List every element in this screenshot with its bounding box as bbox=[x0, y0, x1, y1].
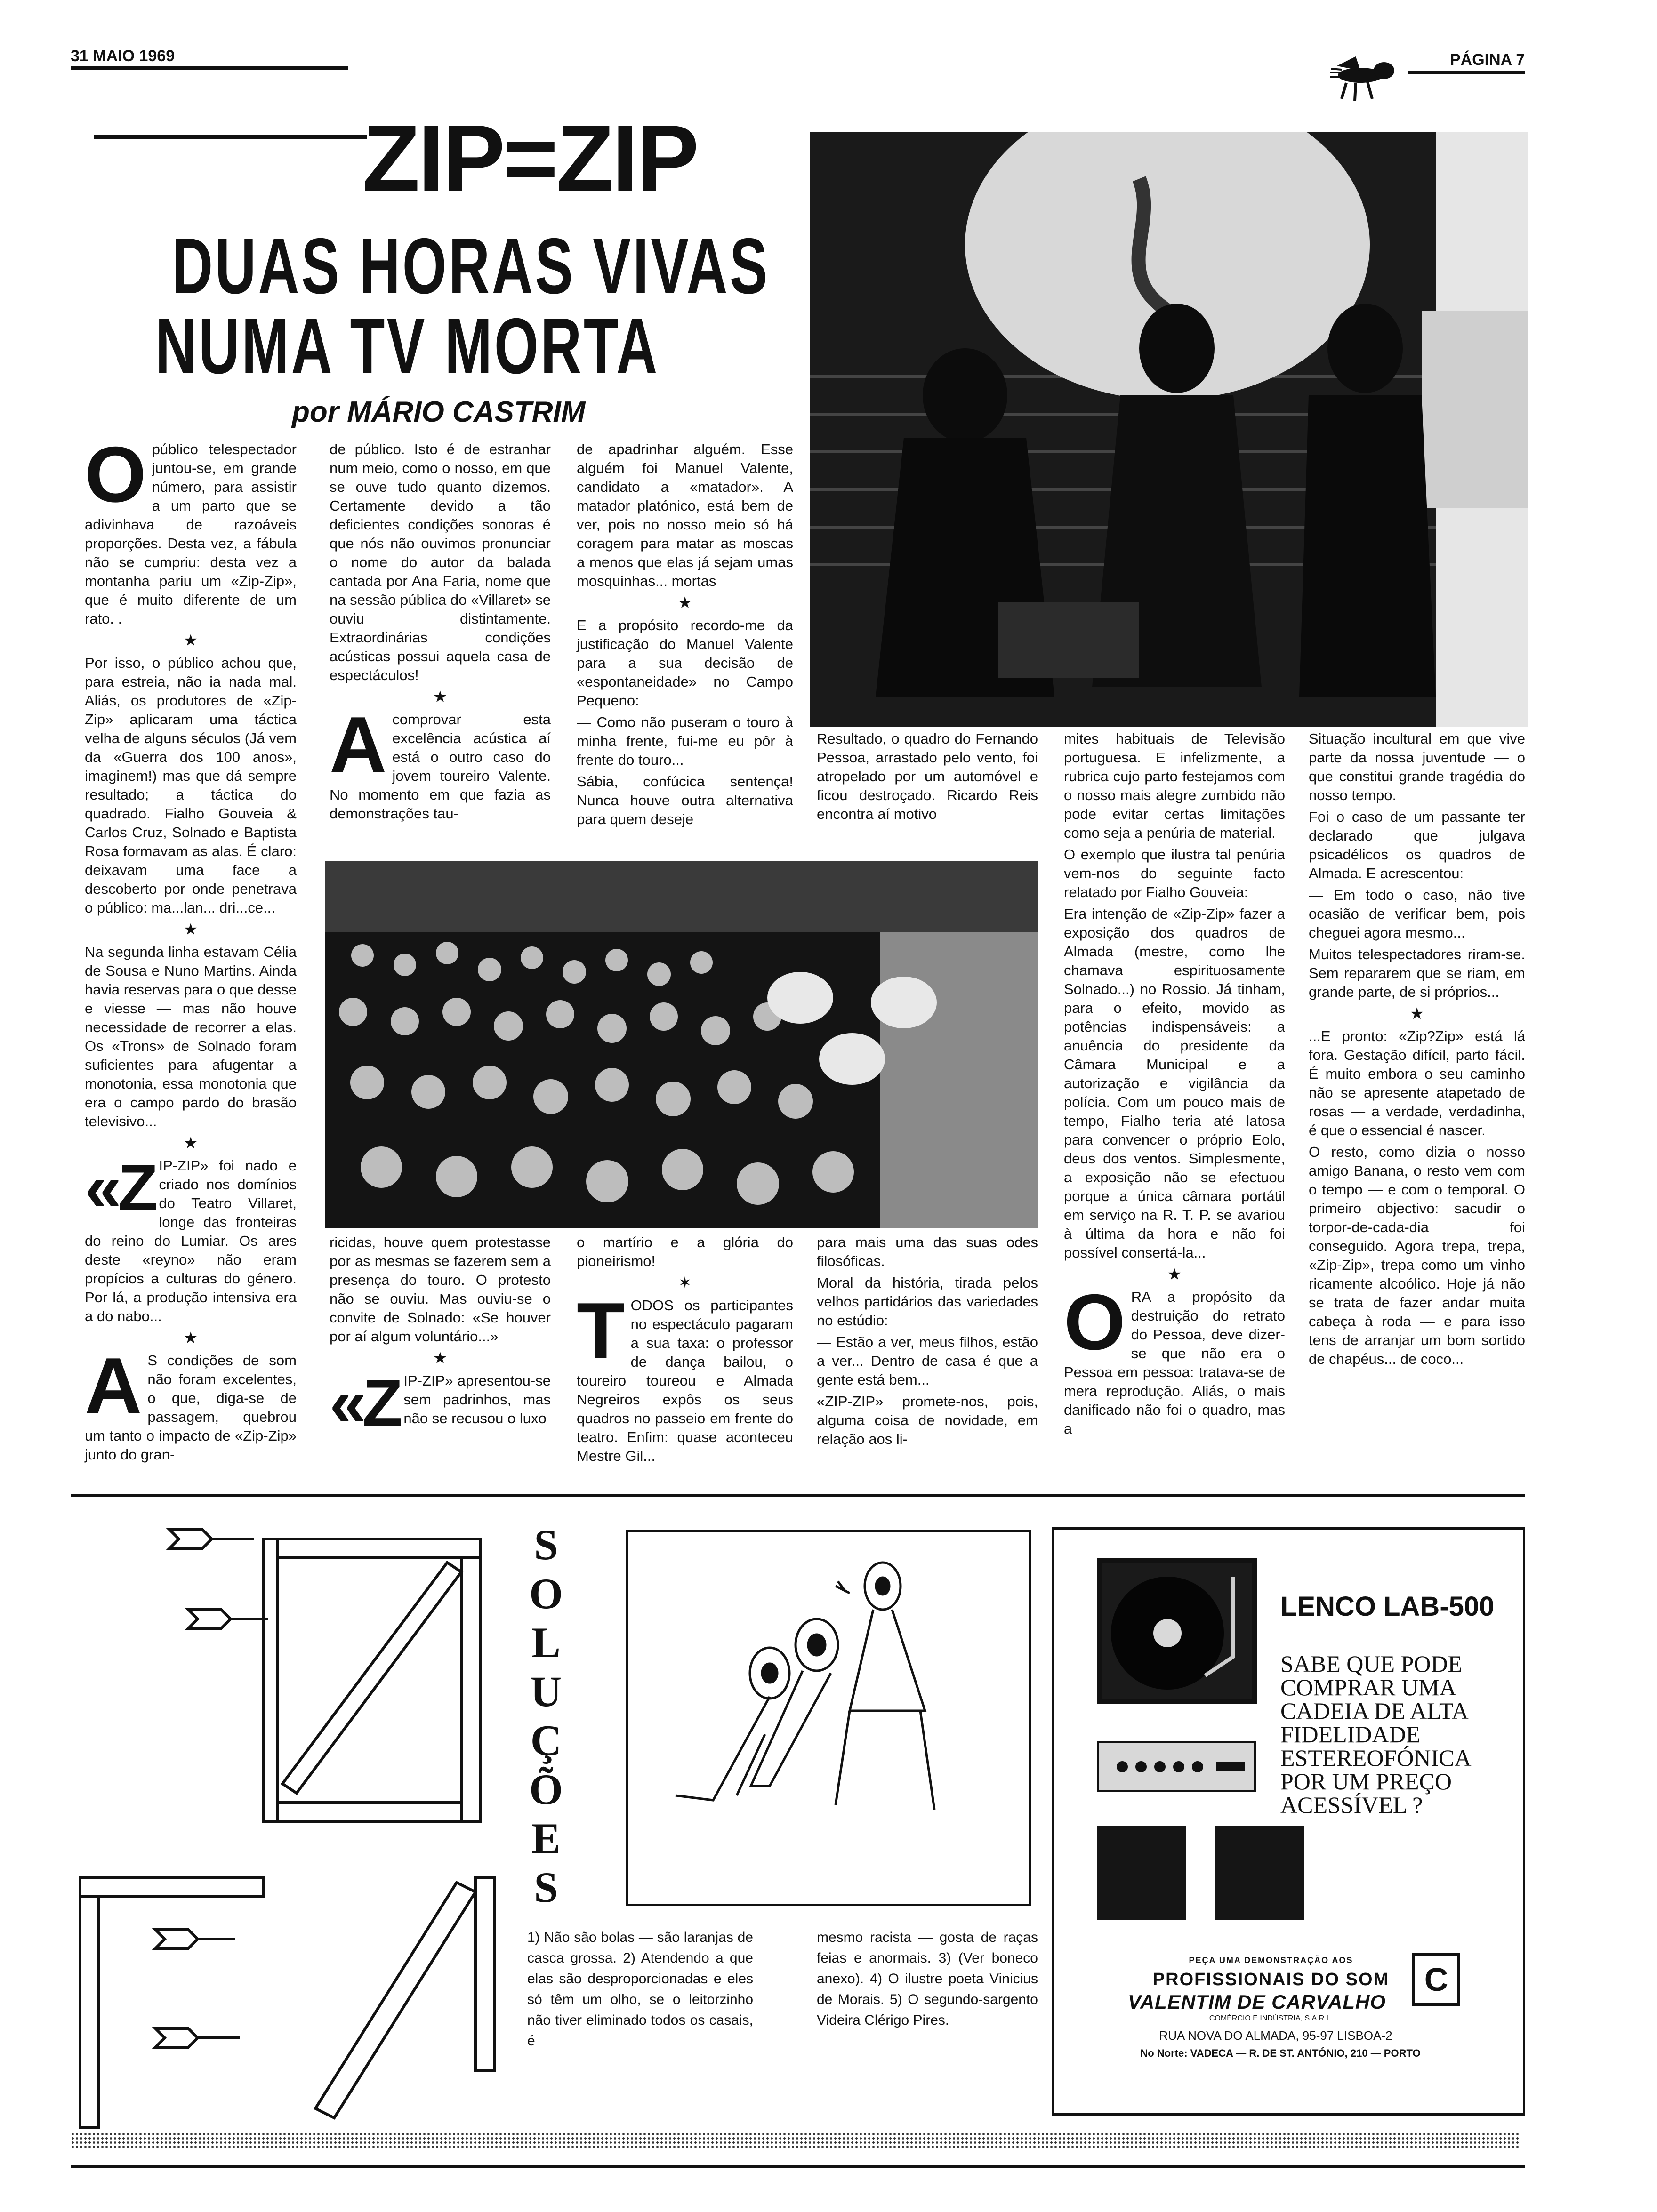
paragraph: — Como não puseram o touro à minha frente, fui-me eu pôr à frente do touro... bbox=[577, 714, 793, 768]
paragraph: Moral da história, tirada pelos velhos partidários das variedades no estúdio: bbox=[817, 1274, 1038, 1329]
paragraph: comprovar esta excelência acústica aí está o outro caso do jovem toureiro Valente. No momento em que fazia as demonstrações tau- bbox=[330, 711, 551, 822]
bottom-dotted-band bbox=[71, 2132, 1520, 2149]
paragraph: Resultado, o quadro do Fernando Pessoa, arrastado pelo vento, foi atropelado por um automóvel e ficou destroçado. Ricardo Reis encontra aí motivo bbox=[817, 730, 1038, 822]
solucoes-letter: L bbox=[531, 1619, 561, 1667]
paragraph: o martírio e a glória do pioneirismo! bbox=[577, 1234, 793, 1269]
column-4-lower bbox=[817, 1233, 1038, 1451]
paragraph: S condições de som não foram excelentes, o que, diga-se de passagem, quebrou um tanto o impacto de «Zip-Zip» junto do gran- bbox=[85, 1352, 297, 1463]
ad-line-2: VALENTIM DE CARVALHO bbox=[1127, 1991, 1386, 2013]
paragraph: de apadrinhar alguém. Esse alguém foi Manuel Valente, candidato a «matador». A matador platónico, está bem de ver, pois no nosso meio só há coragem para matar as moscas a menos que elas já sejam umas mosquinhas... mortas bbox=[577, 441, 793, 589]
paragraph: ODOS os participantes no espectáculo pagaram a sua taxa: o professor de dança bailou, o toureiro toureou e Almada Negreiros expôs os seus quadros no passeio em frente do teatro. Enfim: quase aconteceu Mestre Gil... bbox=[577, 1297, 793, 1464]
column-6 bbox=[1309, 729, 1525, 1371]
separator-star: ★ bbox=[433, 1349, 448, 1367]
paragraph: E a propósito recordo-me da justificação do Manuel Valente para a sua decisão de «espontaneidade» no Campo Pequeno: bbox=[577, 617, 793, 709]
issue-date: 31 MAIO 1969 bbox=[71, 47, 175, 65]
cartoon-figures-box bbox=[626, 1530, 1031, 1906]
ad-slogan: SABE QUE PODE COMPRAR UMA CADEIA DE ALTA FIDELIDADE ESTEREOFÓNICA POR UM PREÇO ACESSÍVEL ? bbox=[1280, 1651, 1470, 1818]
separator-star: ★ bbox=[183, 1329, 198, 1347]
valentim-logo-icon: C bbox=[1412, 1953, 1460, 2006]
separator-star: ★ bbox=[1409, 1005, 1424, 1023]
paragraph: Na segunda linha estavam Célia de Sousa e Nuno Martins. Ainda havia reservas para o que desse e viesse — mas não houve necessidade de recorrer a elas. Os «Trons» de Solnado foram suficientes para afugentar a monotonia, essa monotonia que era o campo pardo do brasão televisivo... bbox=[85, 944, 297, 1130]
column-3-lower bbox=[577, 1233, 793, 1468]
separator-star: ★ bbox=[1167, 1266, 1182, 1283]
column-5 bbox=[1064, 729, 1285, 1441]
paragraph: público telespectador juntou-se, em grande número, para assistir a um parto que se adivinhava de razoáveis proporções. Desta vez, a fábula não se cumpriu: desta vez a montanha pariu um «Zip-Zip», que é muito diferente de um rato. . bbox=[85, 441, 297, 627]
ad-line-3: COMÉRCIO E INDÚSTRIA, S.A.R.L. bbox=[1209, 2014, 1333, 2022]
solucoes-letter: S bbox=[534, 1521, 558, 1569]
solucoes-letter: U bbox=[530, 1667, 562, 1715]
paragraph: RA a propósito da destruição do retrato do Pessoa, deve dizer-se que não era o Pessoa em pessoa: tratava-se de mera reprodução. Aliás, o mais danificado não foi o quadro, mas a bbox=[1064, 1289, 1285, 1437]
ad-line-1: PROFISSIONAIS DO SOM bbox=[1152, 1970, 1390, 1989]
paragraph: ricidas, houve quem protestasse por as mesmas se fazerem sem a presença do touro. O protesto não se ouviu. Mas ouviu-se o convite de Solnado: «Se houver por aí algum voluntário...» bbox=[330, 1234, 551, 1345]
header-rule-right bbox=[1408, 71, 1525, 74]
separator-star: ★ bbox=[183, 1134, 198, 1152]
paragraph: O exemplo que ilustra tal penúria vem-nos do seguinte facto relatado por Fialho Gouveia: bbox=[1064, 846, 1285, 900]
paragraph: — Estão a ver, meus filhos, estão a ver... Dentro de casa é que a gente está bem... bbox=[817, 1334, 1038, 1388]
paragraph: para mais uma das suas odes filosóficas. bbox=[817, 1234, 1038, 1269]
studio-photo bbox=[810, 132, 1528, 727]
paragraph: «ZIP-ZIP» promete-nos, pois, alguma coisa de novidade, em relação aos li- bbox=[817, 1393, 1038, 1447]
column-4 bbox=[817, 729, 1038, 826]
paragraph: mites habituais de Televisão portuguesa. E infelizmente, a rubrica cujo parto festejamos com o nosso mais alegre zumbido não pode evitar certas limitações como seja a penúria de material. bbox=[1064, 730, 1285, 841]
solucoes-letter: S bbox=[534, 1863, 558, 1911]
paragraph: Por isso, o público achou que, para estreia, não ia nada mal. Aliás, os produtores de «Zip-Zip» aplicaram uma táctica velha de alguns séculos (Já vem da «Guerra dos 100 anos», imaginem!) mas que dá sempre resultado; a táctica do quadrado. Fialho Gouveia & Carlos Cruz, Solnado e Baptista Rosa formavam as alas. É claro: deixavam uma face a descoberto por onde penetrava o público: ma...lan... dri...ce... bbox=[85, 655, 297, 916]
solucoes-letter: Ç bbox=[530, 1716, 562, 1764]
paragraph: ...E pronto: «Zip?Zip» está lá fora. Gestação difícil, parto fácil. É muito embora o seu caminho não se apresente atapetado de rosas — a verdade, verdadinha, é que o essencial é nascer. bbox=[1309, 1028, 1525, 1138]
solucoes-letter: Õ bbox=[529, 1765, 563, 1813]
paragraph: Foi o caso de um passante ter declarado que julgava psicadélicos os quadros de Almada. E acrescentou: bbox=[1309, 809, 1525, 882]
kicker-title: ZIP=ZIP bbox=[362, 106, 698, 211]
paragraph: mesmo racista — gosta de raças feias e anormais. 3) (Ver boneco anexo). 4) O ilustre poeta Vinicius de Morais. 5) O segundo-sargento Videira Clérigo Pires. bbox=[817, 1930, 1038, 2028]
drop-cap: O bbox=[1064, 1278, 1126, 1366]
separator-star: ✶ bbox=[678, 1274, 692, 1292]
bottom-rule bbox=[71, 2165, 1525, 2168]
kicker-rule bbox=[94, 135, 367, 139]
page-number: PÁGINA 7 bbox=[1450, 51, 1525, 69]
drop-cap: «Z bbox=[85, 1151, 154, 1225]
ad-address: RUA NOVA DO ALMADA, 95-97 LISBOA-2 bbox=[1159, 2028, 1392, 2043]
paragraph: Muitos telespectadores riram-se. Sem repararem que se riam, em grande parte, de si próprios... bbox=[1309, 946, 1525, 1000]
separator-star: ★ bbox=[677, 594, 692, 612]
paragraph: IP-ZIP» foi nado e criado nos domínios do Teatro Villaret, longe das fronteiras do reino do Lumiar. Os ares deste «reyno» não eram propícios a culturas do género. Por lá, a produção intensiva era a do nabo... bbox=[85, 1157, 297, 1324]
paragraph: Situação incultural em que vive parte da nossa juventude — o que constitui grande tragédia do nosso tempo. bbox=[1309, 730, 1525, 803]
drop-cap: «Z bbox=[330, 1366, 399, 1440]
paragraph: Era intenção de «Zip-Zip» fazer a exposição dos quadros de Almada (mestre, como lhe chamava espirituosamente Solnado...) no Rossio. Já tinham, para o efeito, movido as potências indispensáveis: a anuência do presidente da Câmara Municipal e a autorização e vigilância da polícia. Com um pouco mais de tempo, Fialho teria até latosa para convencer o próprio Eolo, deus dos ventos. Simplesmente, a exposição não se efectuou porque a única câmara portátil em serviço na R. T. P. se avariou à última da hora e não foi possível consertá-la... bbox=[1064, 906, 1285, 1261]
solucoes-vertical-title bbox=[523, 1520, 570, 1912]
paragraph: 1) Não são bolas — são laranjas de casca grossa. 2) Atendendo a que elas são desproporcionadas e eles só têm um olho, se o leitorzinho não tiver eliminado todos os casais, é bbox=[527, 1930, 753, 2049]
drop-cap: A bbox=[330, 700, 387, 789]
paragraph: — Em todo o caso, não tive ocasião de verificar bem, pois cheguei agora mesmo... bbox=[1309, 887, 1525, 941]
turntable-image bbox=[1097, 1558, 1257, 1704]
column-2 bbox=[330, 440, 551, 826]
solucoes-letter: O bbox=[529, 1570, 563, 1618]
column-1 bbox=[85, 430, 297, 1467]
audience-photo bbox=[325, 861, 1038, 1228]
drop-cap: O bbox=[85, 430, 146, 519]
drop-cap: T bbox=[577, 1286, 625, 1375]
article-bottom-rule bbox=[71, 1494, 1525, 1497]
byline: por MÁRIO CASTRIM bbox=[292, 396, 586, 428]
drop-cap: A bbox=[85, 1341, 142, 1430]
separator-star: ★ bbox=[433, 688, 448, 706]
paragraph: IP-ZIP» apresentou-se sem padrinhos, mas não se recusou o luxo bbox=[403, 1372, 551, 1427]
speaker-left-image bbox=[1097, 1826, 1186, 1920]
separator-star: ★ bbox=[183, 921, 198, 938]
puzzle-corner-drawing bbox=[71, 1873, 504, 2137]
column-3 bbox=[577, 440, 793, 832]
solucoes-letter: E bbox=[531, 1814, 561, 1862]
speaker-right-image bbox=[1215, 1826, 1304, 1920]
amplifier-image bbox=[1097, 1741, 1256, 1792]
ad-model: LENCO LAB-500 bbox=[1280, 1591, 1495, 1622]
solucoes-text-a bbox=[527, 1927, 753, 2054]
lenco-advertisement bbox=[1052, 1527, 1525, 2116]
ad-small-line: PEÇA UMA DEMONSTRAÇÃO AOS bbox=[1189, 1956, 1353, 1965]
puzzle-square-drawing bbox=[160, 1511, 499, 1859]
ad-north-address: No Norte: VADECA — R. DE ST. ANTÓNIO, 210 — PORTO bbox=[1140, 2047, 1421, 2059]
paragraph: O resto, como dizia o nosso amigo Banana, o resto vem com o tempo — e com o temporal. O primeiro objectivo: sacudir o torpor-de-cada-dia foi conseguido. Agora trepa, trepa, «Zip-Zip», trepa como um vinho ricamente alcoólico. Hoje já não se trata de fazer andar muita cabeça à roda — e para isso tens de arranjar um bom sortido de chapéus... de coco... bbox=[1309, 1144, 1525, 1367]
paragraph: Sábia, confúcica sentença! Nunca houve outra alternativa para quem deseje bbox=[577, 773, 793, 827]
separator-star: ★ bbox=[183, 632, 198, 649]
insect-logo-icon bbox=[1327, 52, 1403, 104]
header-rule-left bbox=[71, 66, 348, 70]
headline-line-1: DUAS HORAS VIVAS bbox=[172, 222, 770, 310]
solucoes-text-b bbox=[817, 1927, 1038, 2034]
headline-line-2: NUMA TV MORTA bbox=[155, 302, 660, 390]
column-2-lower bbox=[330, 1233, 551, 1440]
paragraph: de público. Isto é de estranhar num meio, como o nosso, em que se ouve tudo quanto dizemos. Certamente devido a tão deficientes condições sonoras é que nós não ouvimos pronunciar o nome do autor da balada cantada por Ana Faria, nome que na sessão pública do «Villaret» se ouviu distintamente. Extraordinárias condições acústicas possui aquela casa de espectáculos! bbox=[330, 441, 551, 683]
